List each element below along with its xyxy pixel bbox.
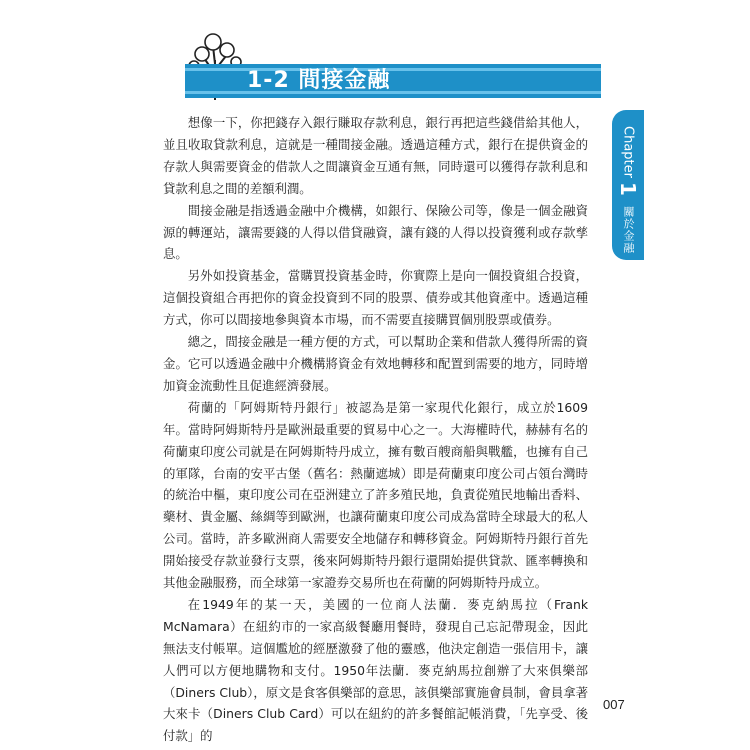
chapter-number: 1 xyxy=(616,181,640,196)
chapter-label: Chapter xyxy=(620,126,636,178)
paragraph-3: 另外如投資基金，當購買投資基金時，你實際上是向一個投資組合投資，這個投資組合再把你的資金投資到不同的股票、債券或其他資產中。透過這種方式，你可以間接地參與資本市場，而不需要直接購買個別股票或債券。 xyxy=(163,268,588,328)
paragraph-1: 想像一下，你把錢存入銀行賺取存款利息，銀行再把這些錢借給其他人，並且收取貸款利息，這就是一種間接金融。透過這種方式，銀行在提供資金的存款人與需要資金的借款人之間讓資金互通有無，同時還可以獲得存款利息和貸款利息之間的差額利潤。 xyxy=(163,115,588,196)
chapter-side-label: 關於金融 xyxy=(622,206,635,254)
paragraph-2: 間接金融是指透過金融中介機構，如銀行、保險公司等，像是一個金融資源的轉運站，讓需要錢的人得以借貸融資，讓有錢的人得以投資獲利或存款孳息。 xyxy=(163,202,588,262)
body-text xyxy=(163,112,588,747)
section-title: 1-2 間接金融 xyxy=(247,68,391,93)
page-number: 007 xyxy=(603,697,625,712)
paragraph-4: 總之，間接金融是一種方便的方式，可以幫助企業和借款人獲得所需的資金。它可以透過金融中介機構將資金有效地轉移和配置到需要的地方，同時增加資金流動性且促進經濟發展。 xyxy=(163,334,588,393)
paragraph-6: 在1949年的某一天，美國的一位商人法蘭．麥克納馬拉（Frank McNamara）在紐約市的一家高級餐廳用餐時，發現自己忘記帶現金，因此無法支付帳單。這個尷尬的經歷激發了他的靈感，他決定創造一張信用卡，讓人們可以方便地購物和支付。1950年法蘭．麥克納馬拉創辦了大來俱樂部（Diners Club），原文是食客俱樂部的意思，該俱樂部實施會員制，會員拿著大來卡（Diners Club Card）可以在紐約的許多餐館記帳消費，「先享受、後付款」的 xyxy=(163,596,588,744)
paragraph-5: 荷蘭的「阿姆斯特丹銀行」被認為是第一家現代化銀行，成立於1609年。當時阿姆斯特丹是歐洲最重要的貿易中心之一。大海權時代，赫赫有名的荷蘭東印度公司就是在阿姆斯特丹成立，擁有數百艘商船與戰艦，也擁有自己的軍隊，台南的安平古堡（舊名：熱蘭遮城）即是荷蘭東印度公司占領台灣時的統治中樞，東印度公司在亞洲建立了許多殖民地，負責從殖民地輸出香料、藥材、貴金屬、絲綢等到歐洲，也讓荷蘭東印度公司成為當時全球最大的私人公司。當時，許多歐洲商人需要安全地儲存和轉移資金。阿姆斯特丹銀行首先開始接受存款並發行支票，後來阿姆斯特丹銀行還開始提供貸款、匯率轉換和其他金融服務，而全球第一家證券交易所也在荷蘭的阿姆斯特丹成立。 xyxy=(163,399,588,591)
